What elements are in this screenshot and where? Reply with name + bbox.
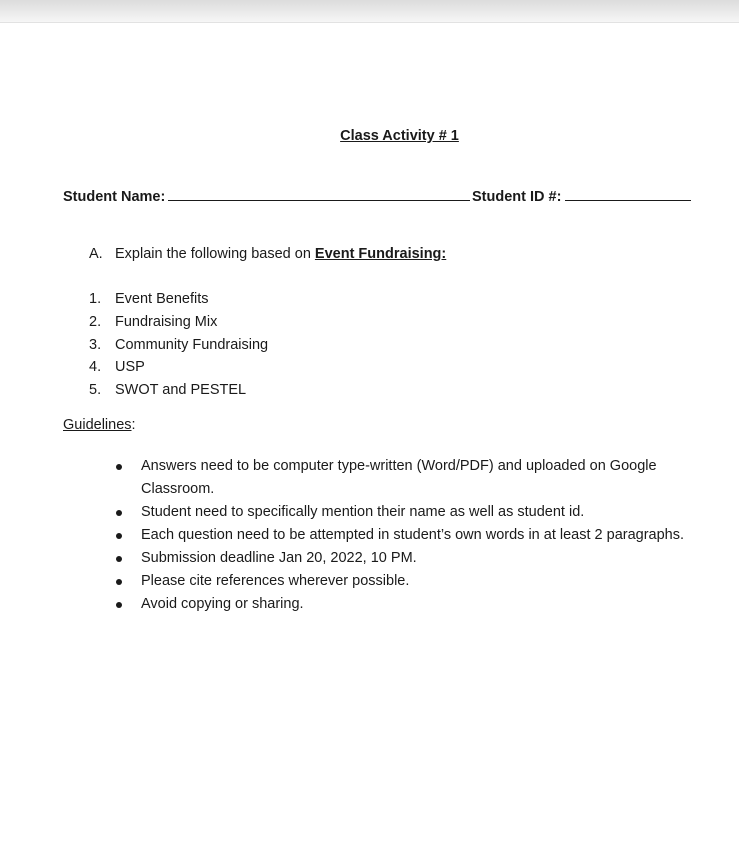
list-number: 3. [89, 336, 102, 353]
section-letter: A. [89, 246, 103, 262]
list-item [89, 336, 268, 359]
guideline-text: Student need to specifically mention their name as well as student id. [141, 504, 585, 520]
list-number: 2. [89, 313, 102, 330]
bullet-icon [116, 464, 122, 470]
list-text: SWOT and PESTEL [115, 382, 247, 399]
student-name-blank [168, 186, 470, 201]
guideline-item [116, 455, 716, 501]
list-number: 5. [89, 382, 102, 399]
section-a-text: Explain the following based on [115, 246, 315, 262]
guideline-item [116, 524, 716, 547]
guidelines-heading-text: Guidelines [63, 417, 132, 433]
guidelines-colon: : [131, 417, 136, 433]
student-name-label: Student Name: [63, 189, 166, 205]
guideline-item [116, 547, 716, 570]
student-name-row [63, 186, 470, 205]
student-id-label: Student ID #: [472, 189, 562, 205]
bullet-icon [116, 510, 122, 516]
guideline-item [116, 570, 716, 593]
bullet-icon [116, 602, 122, 608]
guidelines-heading [63, 417, 136, 433]
list-item [89, 358, 268, 381]
guideline-text: Please cite references wherever possible. [141, 573, 410, 589]
guideline-text: Each question need to be attempted in student’s own words in at least 2 paragraphs. [141, 527, 685, 543]
document-title: Class Activity # 1 [340, 128, 459, 144]
list-number: 1. [89, 291, 102, 307]
student-id-row [472, 186, 691, 205]
guideline-item [116, 593, 716, 616]
list-text: Event Benefits [115, 291, 209, 307]
list-item [89, 313, 268, 336]
bullet-icon [116, 533, 122, 539]
bullet-icon [116, 579, 122, 585]
guideline-text: Avoid copying or sharing. [141, 596, 304, 612]
student-id-blank [565, 186, 691, 201]
list-text: USP [115, 359, 145, 376]
list-text: Community Fundraising [115, 336, 269, 353]
list-text: Fundraising Mix [115, 313, 218, 330]
list-item [89, 290, 268, 313]
list-item [89, 381, 268, 404]
guidelines-list [116, 455, 716, 616]
bullet-icon [116, 556, 122, 562]
guideline-text: Submission deadline Jan 20, 2022, 10 PM. [141, 550, 417, 566]
topic-list [89, 290, 268, 404]
guideline-item [116, 501, 716, 524]
section-a-emphasis: Event Fundraising: [314, 246, 447, 262]
guideline-text: Answers need to be computer type-written (Word/PDF) and uploaded on Google Classroom. [141, 458, 657, 497]
list-number: 4. [89, 359, 102, 376]
section-a-heading [89, 246, 446, 262]
